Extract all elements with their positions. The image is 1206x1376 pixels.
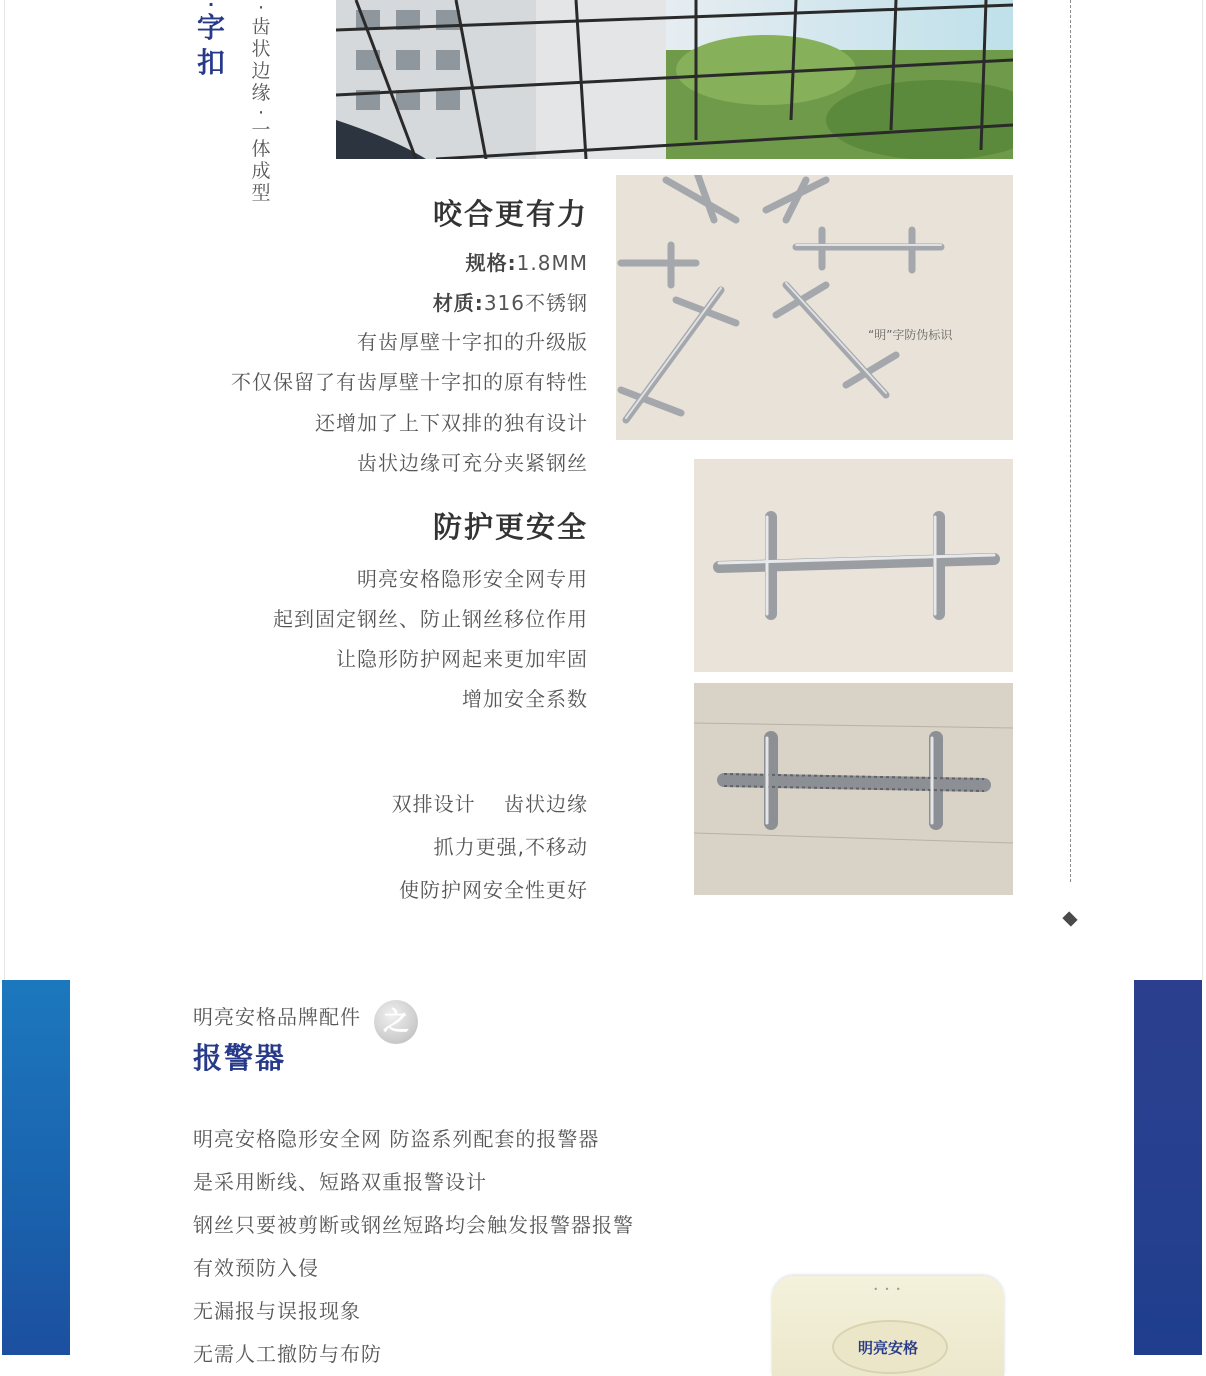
- material-line: 材质:316不锈钢: [432, 291, 588, 315]
- balcony-net-photo: [336, 0, 1013, 159]
- brand-accessory-label: 明亮安格品牌配件: [193, 1005, 361, 1029]
- alarm-title: 报警器: [193, 1041, 287, 1075]
- device-indicator-dots: • • •: [873, 1285, 903, 1294]
- double-row-clip-photo: [694, 683, 1013, 895]
- device-logo: 明亮安格: [857, 1339, 918, 1357]
- spec-line: 规格:1.8MM: [465, 251, 588, 275]
- blue-side-bar-right: [1134, 980, 1202, 1355]
- panel-border-left: [4, 0, 5, 980]
- alarm-text-line: 有效预防入侵: [193, 1256, 319, 1280]
- alarm-text-line: 钢丝只要被剪断或钢丝短路均会触发报警器报警: [193, 1213, 634, 1237]
- blue-side-bar-left: [2, 980, 70, 1355]
- text-line: 抓力更强,不移动: [433, 835, 588, 859]
- alarm-text-line: 无需人工撤防与布防: [193, 1342, 382, 1366]
- text-line: 齿状边缘可充分夹紧钢丝: [357, 451, 588, 475]
- anti-counterfeit-caption: “明”字防伪标识: [868, 328, 953, 342]
- text-line: 有齿厚壁十字扣的升级版: [357, 330, 588, 354]
- text-line: 使防护网安全性更好: [399, 878, 588, 902]
- text-line: 让隐形防护网起来更加牢固: [336, 647, 588, 671]
- clips-group-photo: [616, 175, 1013, 440]
- text-line: 增加安全系数: [462, 687, 588, 711]
- alarm-text-line: 无漏报与误报现象: [193, 1299, 361, 1323]
- alarm-text-line: 是采用断线、短路双重报警设计: [193, 1170, 487, 1194]
- dashed-guide-line: [1070, 0, 1071, 882]
- text-line: 起到固定钢丝、防止钢丝移位作用: [273, 607, 588, 631]
- text-line: 还增加了上下双排的独有设计: [315, 411, 588, 435]
- text-line: 双排设计 齿状边缘: [391, 792, 588, 816]
- vertical-title-sub: · 齿 状 边 缘 · 一 体 成 型: [251, 0, 271, 204]
- panel-border-right: [1202, 0, 1203, 980]
- diamond-marker-icon: [1062, 911, 1077, 926]
- clip-closeup-photo: [694, 459, 1013, 672]
- zhi-badge-icon: 之: [374, 1000, 418, 1044]
- alarm-text-line: 明亮安格隐形安全网 防盗系列配套的报警器: [193, 1127, 600, 1151]
- text-line: 明亮安格隐形安全网专用: [357, 567, 588, 591]
- text-line: 不仅保留了有齿厚壁十字扣的原有特性: [231, 370, 588, 394]
- vertical-title-main: · 字 扣: [196, 0, 225, 79]
- section-title-safety: 防护更安全: [432, 510, 588, 544]
- section-title-bite: 咬合更有力: [432, 197, 588, 231]
